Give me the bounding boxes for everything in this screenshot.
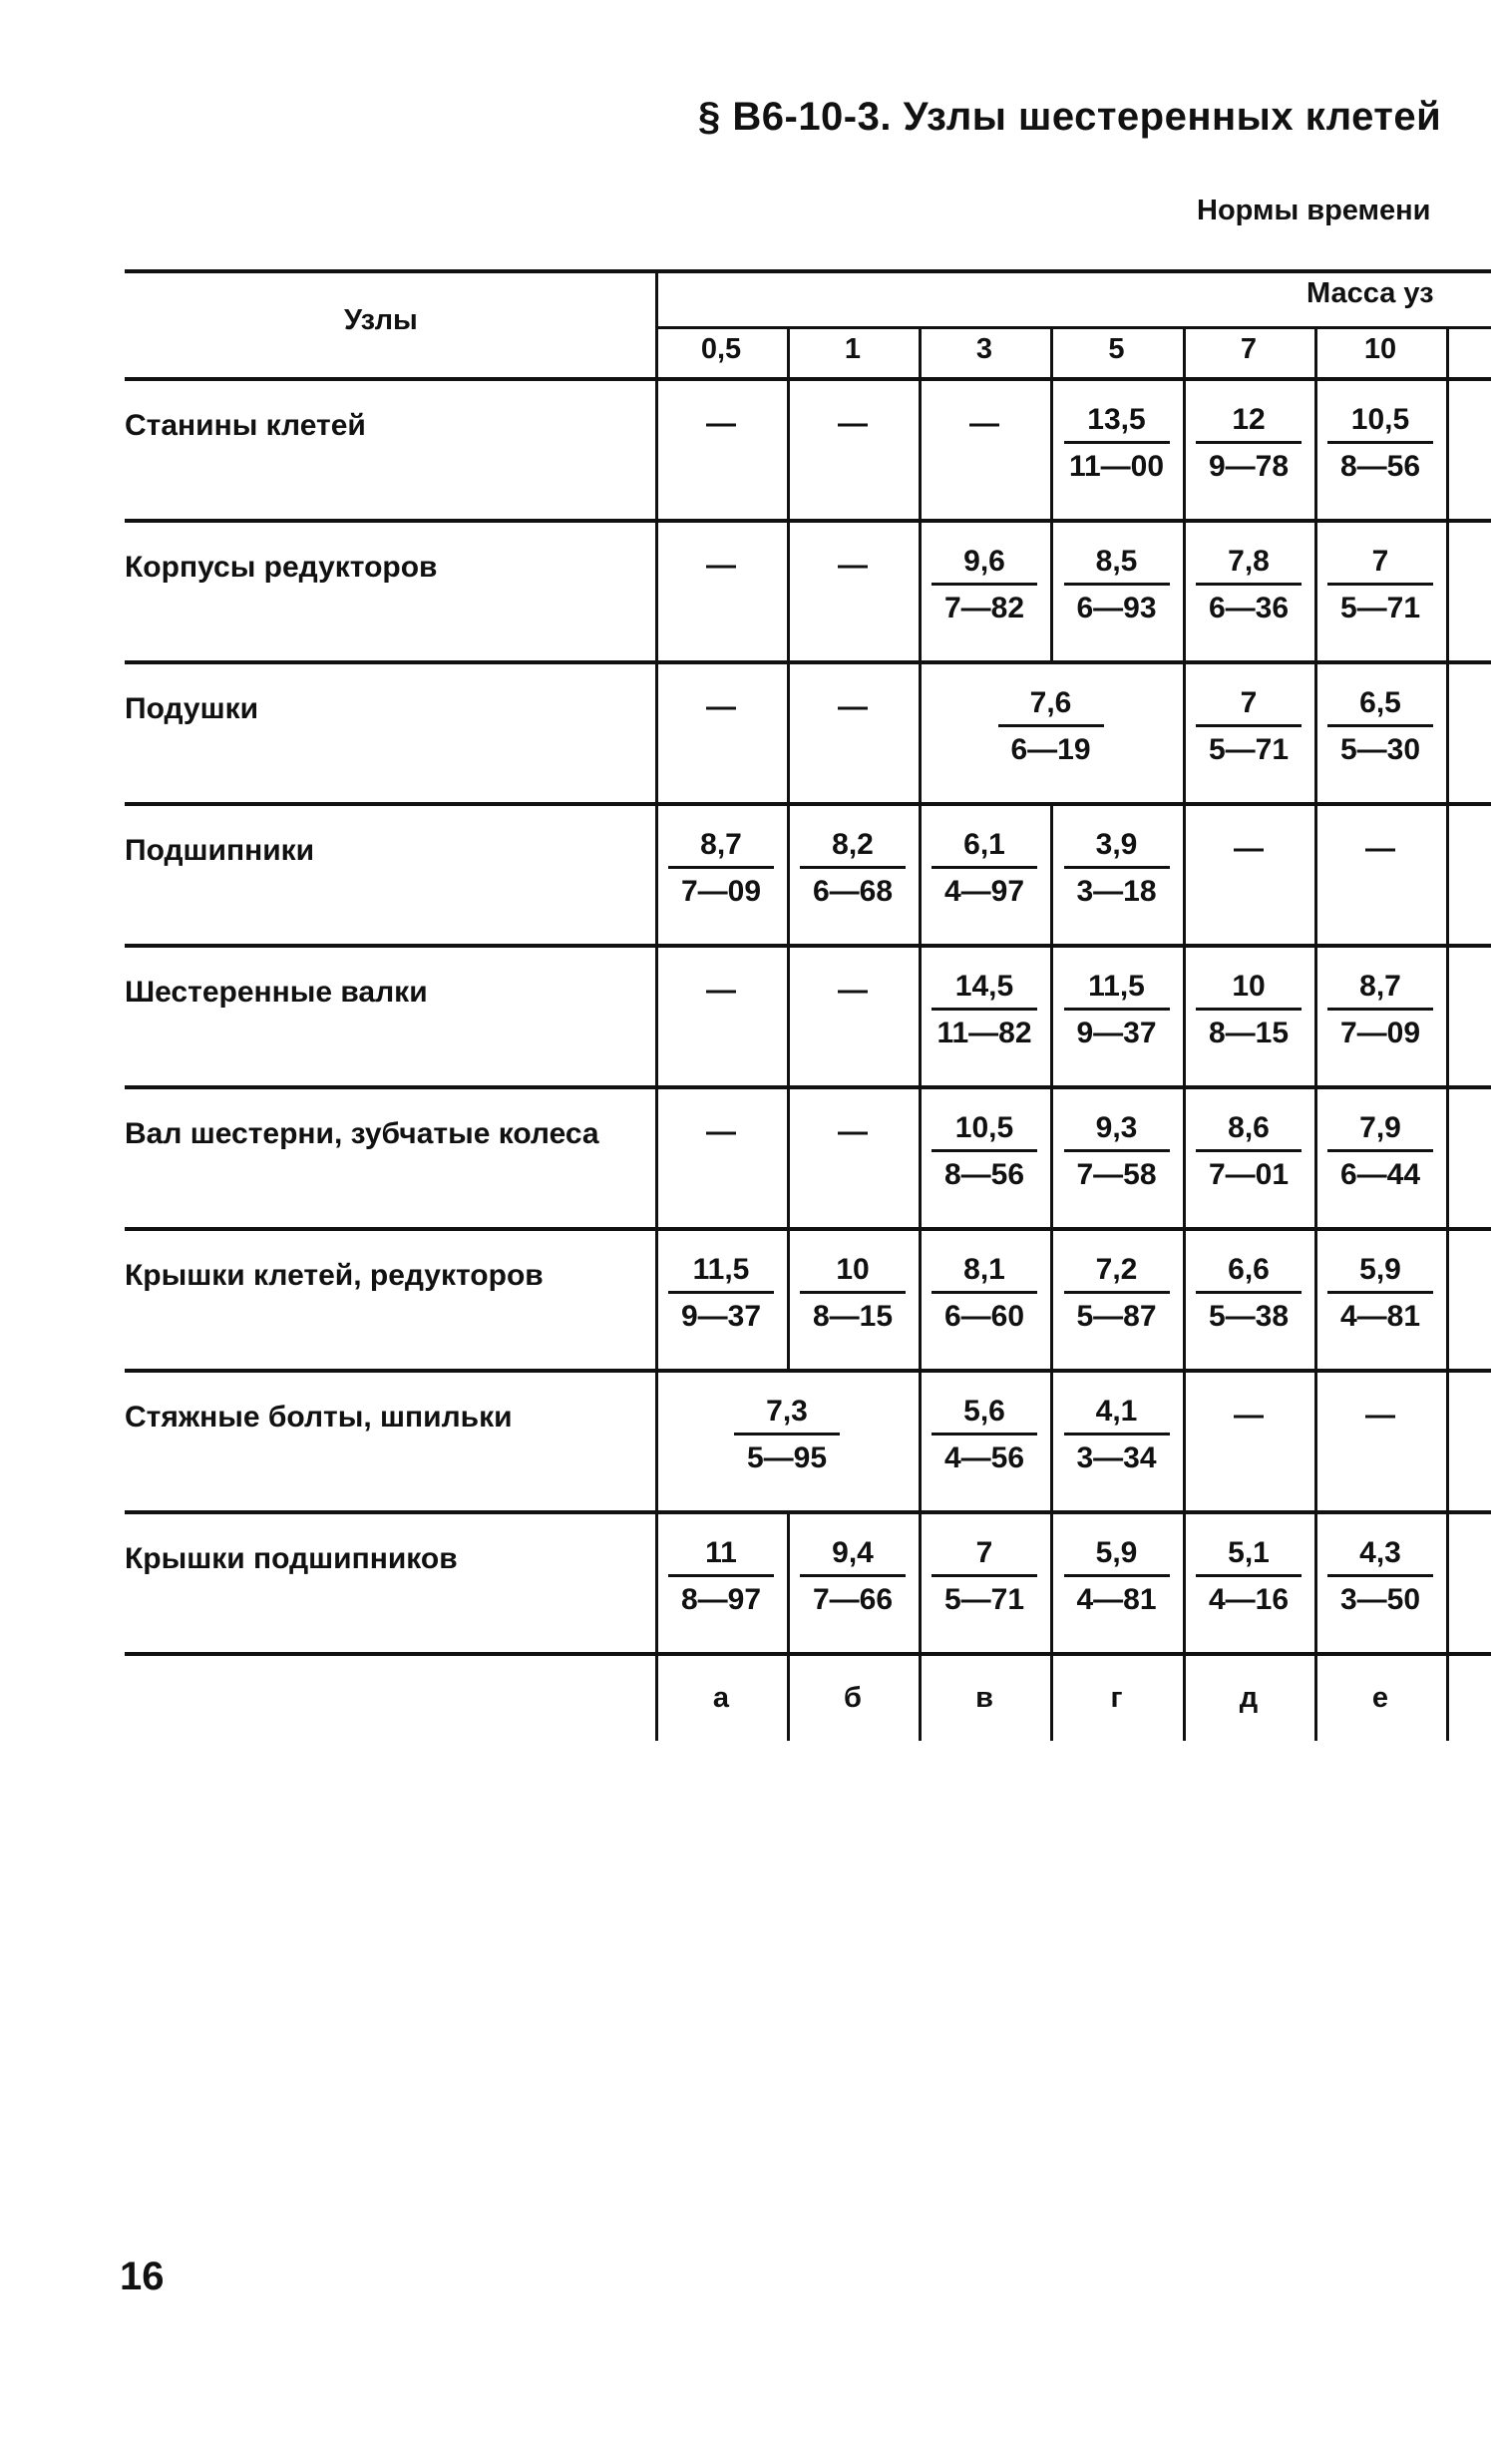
column-divider xyxy=(919,1369,922,1510)
row-rule xyxy=(125,1085,1491,1089)
column-divider xyxy=(919,1227,922,1369)
norm-value: 7 xyxy=(975,1536,993,1569)
norm-value: 9,6 xyxy=(963,545,1005,578)
mass-column-header: 3 xyxy=(975,333,993,365)
row-rule xyxy=(125,660,1491,664)
norm-fraction xyxy=(1062,1113,1172,1190)
row-label: Крышки подшипников xyxy=(125,1542,458,1575)
norm-value: 7,3 xyxy=(766,1395,808,1428)
norm-value: 7,8 xyxy=(1228,545,1270,578)
column-divider xyxy=(1314,660,1317,802)
dash-cell: — xyxy=(838,690,868,723)
column-divider xyxy=(1314,1085,1317,1227)
column-divider xyxy=(919,802,922,944)
price-value: 4—56 xyxy=(943,1441,1025,1474)
norm-fraction xyxy=(930,972,1039,1048)
norm-value: 7,6 xyxy=(1029,686,1072,719)
column-divider xyxy=(655,269,658,1741)
dash-cell: — xyxy=(1365,1399,1395,1432)
norm-value: 10,5 xyxy=(954,1111,1014,1144)
norm-value: 8,5 xyxy=(1095,545,1138,578)
norm-fraction xyxy=(1194,1113,1304,1190)
norm-fraction xyxy=(1194,1538,1304,1615)
norm-fraction xyxy=(1325,972,1435,1048)
price-value: 8—15 xyxy=(812,1300,894,1333)
section-title: § В6-10-3. Узлы шестеренных клетей xyxy=(698,95,1442,139)
column-divider xyxy=(1446,1369,1449,1510)
price-value: 6—44 xyxy=(1339,1158,1421,1191)
price-value: 4—97 xyxy=(943,875,1025,908)
column-divider xyxy=(1314,1227,1317,1369)
price-value: 9—37 xyxy=(680,1300,762,1333)
norm-value: 6,1 xyxy=(963,828,1005,861)
norm-fraction xyxy=(1062,1538,1172,1615)
column-divider xyxy=(787,377,790,519)
dash-cell: — xyxy=(706,690,736,723)
norm-value: 11 xyxy=(705,1536,737,1569)
price-value: 4—81 xyxy=(1076,1583,1157,1616)
price-value: 5—71 xyxy=(1339,592,1421,624)
dash-cell: — xyxy=(838,1115,868,1148)
column-divider xyxy=(1050,802,1053,944)
page-number: 16 xyxy=(120,2255,165,2298)
norm-value: 10,5 xyxy=(1350,403,1410,436)
column-divider xyxy=(1446,326,1449,377)
row-rule xyxy=(125,1227,1491,1231)
price-value: 8—15 xyxy=(1208,1017,1290,1049)
column-divider xyxy=(1314,1369,1317,1510)
price-value: 5—95 xyxy=(746,1441,828,1474)
norm-fraction xyxy=(1325,1113,1435,1190)
price-value: 5—30 xyxy=(1339,733,1421,766)
norm-fraction xyxy=(1325,547,1435,623)
norm-fraction xyxy=(1062,830,1172,907)
price-value: 5—38 xyxy=(1208,1300,1290,1333)
dash-cell: — xyxy=(706,549,736,582)
price-value: 11—00 xyxy=(1068,450,1165,483)
column-divider xyxy=(919,377,922,519)
mass-header: Масса уз xyxy=(1306,277,1434,309)
column-divider xyxy=(1314,1510,1317,1652)
column-divider xyxy=(787,944,790,1085)
price-value: 5—71 xyxy=(943,1583,1025,1616)
norm-fraction xyxy=(1062,1397,1172,1473)
column-divider xyxy=(1183,1369,1186,1510)
mass-column-header: 10 xyxy=(1363,333,1397,365)
row-label: Подушки xyxy=(125,692,259,725)
price-value: 9—78 xyxy=(1208,450,1290,483)
norm-value: 9,4 xyxy=(832,1536,874,1569)
column-letter: в xyxy=(975,1682,993,1714)
norm-value: 6,5 xyxy=(1359,686,1401,719)
norm-value: 5,9 xyxy=(1359,1253,1401,1286)
norm-fraction xyxy=(996,688,1106,765)
norm-fraction xyxy=(1325,1255,1435,1332)
price-value: 3—34 xyxy=(1076,1441,1157,1474)
norm-value: 7,2 xyxy=(1095,1253,1138,1286)
row-rule xyxy=(125,1652,1491,1656)
norm-fraction xyxy=(732,1397,842,1473)
norm-fraction xyxy=(930,1113,1039,1190)
row-rule xyxy=(125,802,1491,806)
norm-value: 13,5 xyxy=(1087,403,1146,436)
price-value: 8—56 xyxy=(1339,450,1421,483)
norm-value: 8,7 xyxy=(700,828,742,861)
norm-value: 7,9 xyxy=(1359,1111,1401,1144)
price-value: 6—93 xyxy=(1076,592,1157,624)
row-rule xyxy=(125,1369,1491,1373)
price-value: 7—01 xyxy=(1208,1158,1290,1191)
column-divider xyxy=(1183,1227,1186,1369)
row-label: Станины клетей xyxy=(125,409,366,442)
mass-column-header: 7 xyxy=(1240,333,1258,365)
norm-fraction xyxy=(1062,1255,1172,1332)
norms-label: Нормы времени xyxy=(1197,195,1431,226)
column-divider xyxy=(919,519,922,660)
dash-cell: — xyxy=(838,974,868,1007)
column-divider xyxy=(1183,1510,1186,1652)
column-divider xyxy=(919,1510,922,1652)
norm-fraction xyxy=(666,830,776,907)
column-divider xyxy=(1183,377,1186,519)
mass-column-header: 5 xyxy=(1108,333,1125,365)
column-divider xyxy=(1446,519,1449,660)
norm-value: 11,5 xyxy=(1088,970,1145,1003)
column-divider xyxy=(1183,802,1186,944)
price-value: 5—87 xyxy=(1076,1300,1157,1333)
row-label: Корпусы редукторов xyxy=(125,551,438,584)
price-value: 7—09 xyxy=(1339,1017,1421,1049)
column-divider xyxy=(919,1085,922,1227)
norm-value: 9,3 xyxy=(1095,1111,1138,1144)
norm-value: 4,1 xyxy=(1095,1395,1138,1428)
row-rule xyxy=(125,1510,1491,1514)
column-letter: б xyxy=(844,1682,862,1714)
price-value: 4—81 xyxy=(1339,1300,1421,1333)
dash-cell: — xyxy=(1234,1399,1264,1432)
column-divider xyxy=(1314,802,1317,944)
norm-value: 8,1 xyxy=(963,1253,1005,1286)
column-divider xyxy=(1446,377,1449,519)
column-divider xyxy=(1446,802,1449,944)
norm-value: 5,9 xyxy=(1095,1536,1138,1569)
row-label: Шестеренные валки xyxy=(125,976,428,1009)
norm-fraction xyxy=(930,1538,1039,1615)
row-label: Подшипники xyxy=(125,834,315,867)
norm-value: 4,3 xyxy=(1359,1536,1401,1569)
norm-fraction xyxy=(930,1397,1039,1473)
price-value: 6—19 xyxy=(1010,733,1091,766)
dash-cell: — xyxy=(838,407,868,440)
price-value: 4—16 xyxy=(1208,1583,1290,1616)
norm-value: 14,5 xyxy=(954,970,1014,1003)
row-label: Крышки клетей, редукторов xyxy=(125,1259,544,1292)
dash-cell: — xyxy=(706,1115,736,1148)
column-divider xyxy=(1050,1510,1053,1652)
column-letter: е xyxy=(1371,1682,1389,1714)
column-divider xyxy=(919,944,922,1085)
price-value: 3—50 xyxy=(1339,1583,1421,1616)
price-value: 6—60 xyxy=(943,1300,1025,1333)
norm-fraction xyxy=(1062,547,1172,623)
norm-value: 3,9 xyxy=(1095,828,1138,861)
column-divider xyxy=(1050,1369,1053,1510)
norm-fraction xyxy=(1194,547,1304,623)
norm-value: 10 xyxy=(1232,970,1266,1003)
price-value: 11—82 xyxy=(936,1017,1032,1049)
column-divider xyxy=(1446,1227,1449,1369)
norm-fraction xyxy=(930,830,1039,907)
norm-value: 10 xyxy=(836,1253,870,1286)
norm-fraction xyxy=(1194,688,1304,765)
mass-header-rule xyxy=(655,326,1491,329)
row-header: Узлы xyxy=(344,304,418,336)
column-letter: а xyxy=(712,1682,730,1714)
row-rule xyxy=(125,519,1491,523)
price-value: 8—97 xyxy=(680,1583,762,1616)
column-letter: г xyxy=(1110,1682,1123,1714)
norm-value: 6,6 xyxy=(1228,1253,1270,1286)
norm-value: 5,1 xyxy=(1228,1536,1270,1569)
norm-fraction xyxy=(1325,405,1435,482)
column-divider xyxy=(787,519,790,660)
column-letter: д xyxy=(1239,1682,1259,1714)
row-label: Стяжные болты, шпильки xyxy=(125,1401,513,1434)
norm-value: 12 xyxy=(1232,403,1266,436)
row-rule xyxy=(125,377,1491,381)
norm-value: 7 xyxy=(1371,545,1389,578)
norm-fraction xyxy=(1062,972,1172,1048)
column-divider xyxy=(1183,660,1186,802)
mass-column-header: 1 xyxy=(844,333,862,365)
row-label: Вал шестерни, зубчатые колеса xyxy=(125,1117,599,1150)
column-divider xyxy=(1314,377,1317,519)
column-divider xyxy=(787,1227,790,1369)
price-value: 6—68 xyxy=(812,875,894,908)
norm-fraction xyxy=(1325,688,1435,765)
norm-fraction xyxy=(666,1538,776,1615)
norm-fraction xyxy=(798,830,908,907)
norm-value: 5,6 xyxy=(963,1395,1005,1428)
column-divider xyxy=(1050,1227,1053,1369)
norm-fraction xyxy=(666,1255,776,1332)
price-value: 3—18 xyxy=(1076,875,1157,908)
column-divider xyxy=(1446,1652,1449,1741)
column-divider xyxy=(1183,944,1186,1085)
column-divider xyxy=(1446,944,1449,1085)
column-divider xyxy=(787,802,790,944)
mass-column-header: 0,5 xyxy=(700,333,742,365)
norm-value: 8,7 xyxy=(1359,970,1401,1003)
column-divider xyxy=(1050,944,1053,1085)
price-value: 7—09 xyxy=(680,875,762,908)
norm-fraction xyxy=(1194,405,1304,482)
column-divider xyxy=(1446,660,1449,802)
column-divider xyxy=(1050,519,1053,660)
price-value: 7—58 xyxy=(1076,1158,1157,1191)
column-divider xyxy=(1314,944,1317,1085)
norm-fraction xyxy=(930,1255,1039,1332)
price-value: 5—71 xyxy=(1208,733,1290,766)
column-divider xyxy=(787,660,790,802)
dash-cell: — xyxy=(838,549,868,582)
norm-value: 8,6 xyxy=(1228,1111,1270,1144)
price-value: 7—66 xyxy=(812,1583,894,1616)
norm-fraction xyxy=(1062,405,1172,482)
dash-cell: — xyxy=(706,974,736,1007)
dash-cell: — xyxy=(1234,832,1264,865)
norm-fraction xyxy=(798,1255,908,1332)
dash-cell: — xyxy=(969,407,999,440)
column-divider xyxy=(1183,519,1186,660)
column-divider xyxy=(1050,1085,1053,1227)
norm-value: 8,2 xyxy=(832,828,874,861)
norm-value: 11,5 xyxy=(692,1253,750,1286)
column-divider xyxy=(1183,1085,1186,1227)
price-value: 9—37 xyxy=(1076,1017,1157,1049)
column-divider xyxy=(787,1085,790,1227)
price-value: 8—56 xyxy=(943,1158,1025,1191)
dash-cell: — xyxy=(706,407,736,440)
price-value: 7—82 xyxy=(943,592,1025,624)
column-divider xyxy=(1446,1085,1449,1227)
column-divider xyxy=(1446,1510,1449,1652)
norm-fraction xyxy=(930,547,1039,623)
norm-value: 7 xyxy=(1240,686,1258,719)
column-divider xyxy=(787,1510,790,1652)
norm-fraction xyxy=(1325,1538,1435,1615)
column-divider xyxy=(919,660,922,802)
table-top-rule xyxy=(125,269,1491,273)
norm-fraction xyxy=(1194,1255,1304,1332)
price-value: 6—36 xyxy=(1208,592,1290,624)
dash-cell: — xyxy=(1365,832,1395,865)
norm-fraction xyxy=(1194,972,1304,1048)
column-divider xyxy=(1050,377,1053,519)
row-rule xyxy=(125,944,1491,948)
norm-fraction xyxy=(798,1538,908,1615)
column-divider xyxy=(1314,519,1317,660)
